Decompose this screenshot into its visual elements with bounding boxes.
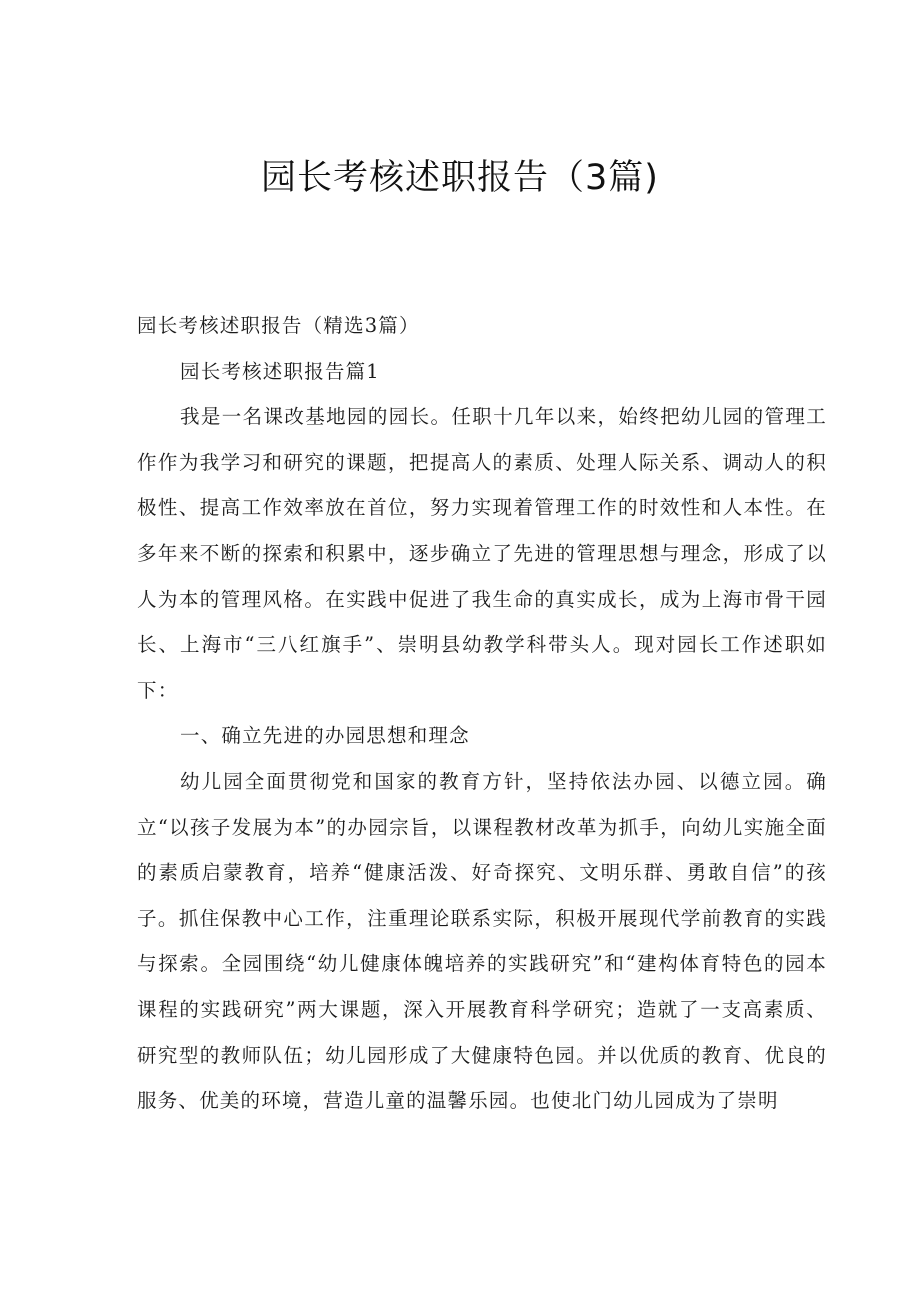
- document-title: 园长考核述职报告（3篇): [261, 158, 659, 198]
- part-heading: 园长考核述职报告篇1: [180, 359, 380, 383]
- document-subtitle: 园长考核述职报告（精选3篇）: [137, 314, 420, 337]
- document-body: [137, 303, 827, 1124]
- paragraph-intro: 我是一名课改基地园的园长。任职十几年以来，始终把幼儿园的管理工作作为我学习和研究的课题，把提高人的素质、处理人际关系、调动人的积极性、提高工作效率放在首位，努力实现着管理工作的时效性和人本性。在多年来不断的探索和积累中，逐步确立了先进的管理思想与理念，形成了以人为本的管理风格。在实践中促进了我生命的真实成长，成为上海市骨干园长、上海市“三八红旗手”、崇明县幼教学科带头人。现对园长工作述职如下：: [137, 405, 827, 702]
- section-heading-1: 一、确立先进的办园思想和理念: [180, 724, 470, 748]
- paragraph-section-1: 幼儿园全面贯彻党和国家的教育方针，坚持依法办园、以德立园。确立“以孩子发展为本”的办园宗旨，以课程教材改革为抓手，向幼儿实施全面的素质启蒙教育，培养“健康活泼、好奇探究、文明乐群、勇敢自信”的孩子。抓住保教中心工作，注重理论联系实际，积极开展现代学前教育的实践与探索。全园围绕“幼儿健康体魄培养的实践研究”和“建构体育特色的园本课程的实践研究”两大课题，深入开展教育科学研究；造就了一支高素质、研究型的教师队伍；幼儿园形成了大健康特色园。并以优质的教育、优良的服务、优美的环境，营造儿童的温馨乐园。也使北门幼儿园成为了崇明: [137, 769, 827, 1113]
